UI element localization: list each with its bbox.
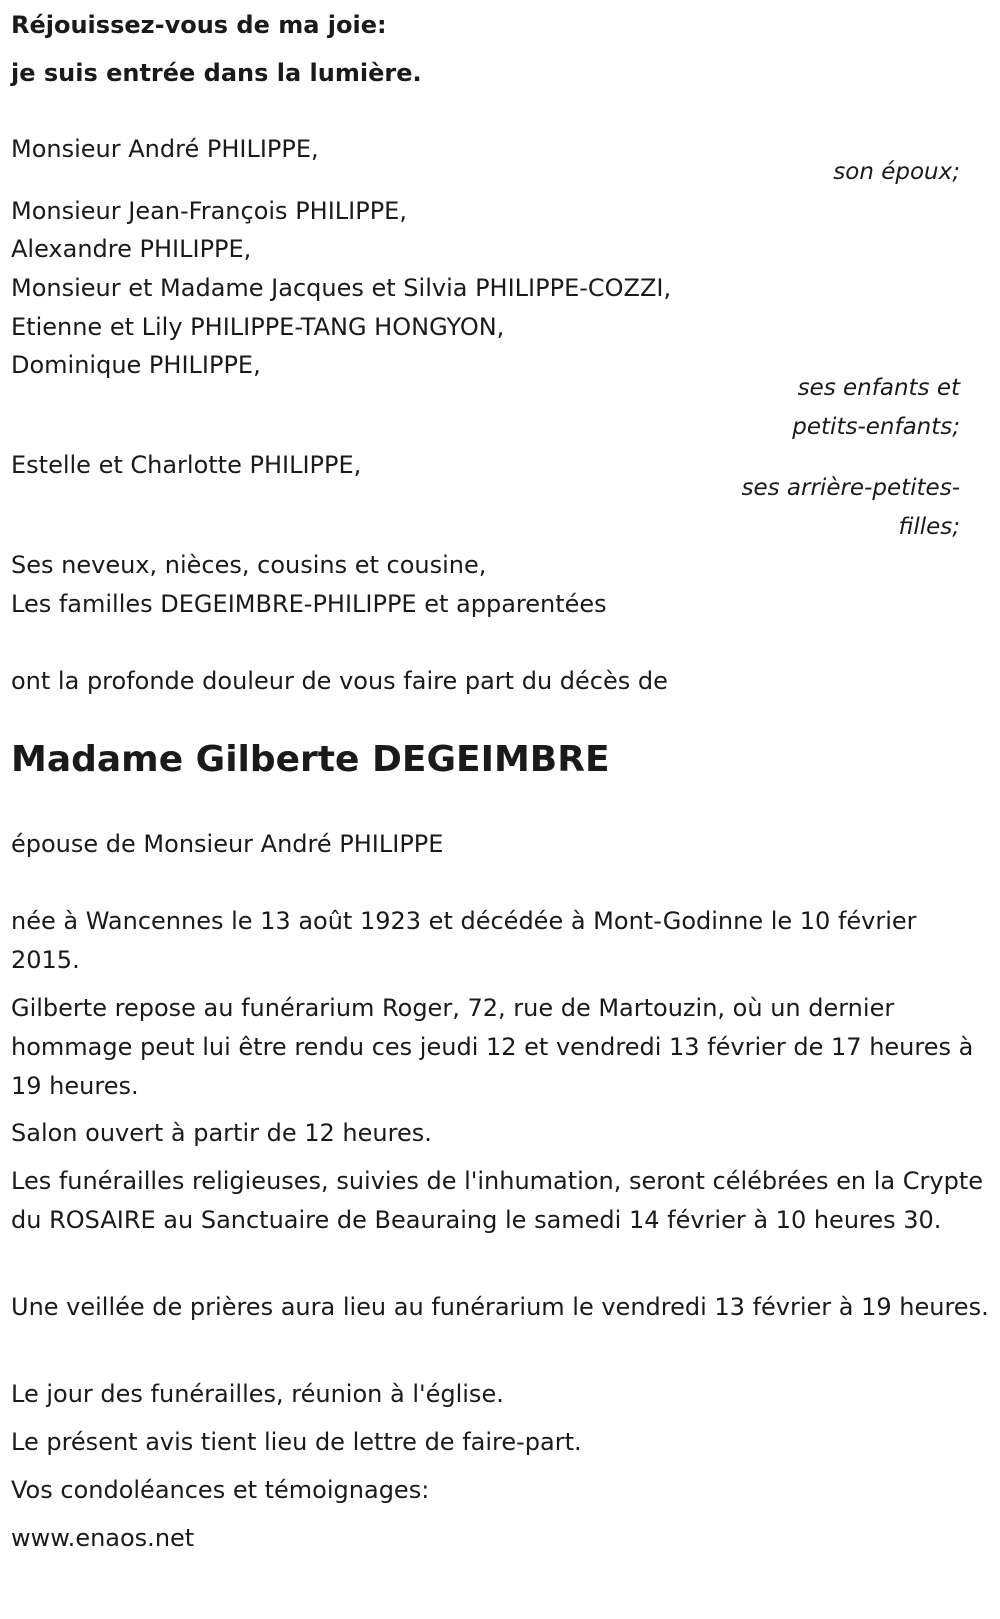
great-grandchildren-relation: filles;: [898, 514, 960, 540]
notice-paragraph: Le présent avis tient lieu de lettre de faire-part.: [11, 1428, 582, 1456]
deceased-name: Madame Gilberte DEGEIMBRE: [11, 739, 610, 780]
meeting-paragraph: Le jour des funérailles, réunion à l'église.: [11, 1380, 504, 1408]
funeral-home-paragraph: Gilberte repose au funérarium Roger, 72, rue de Martouzin, où un dernier hommage peut lui être rendu ces jeudi 12 et vendredi 13 février de 17 heures à 19 heures.: [11, 994, 974, 1100]
vigil-paragraph: Une veillée de prières aura lieu au funérarium le vendredi 13 février à 19 heures.: [11, 1293, 989, 1321]
intro-line-1: Réjouissez-vous de ma joie:: [11, 11, 387, 39]
announcement-text: ont la profonde douleur de vous faire part du décès de: [11, 667, 668, 695]
birth-death-paragraph: née à Wancennes le 13 août 1923 et décédée à Mont-Godinne le 10 février 2015.: [11, 907, 917, 974]
child-name: Monsieur Jean-François PHILIPPE,: [11, 197, 407, 225]
other-relatives: Les familles DEGEIMBRE-PHILIPPE et apparentées: [11, 590, 607, 618]
child-name: Monsieur et Madame Jacques et Silvia PHILIPPE-COZZI,: [11, 274, 672, 302]
other-relatives: Ses neveux, nièces, cousins et cousine,: [11, 551, 487, 579]
great-grandchildren-names: Estelle et Charlotte PHILIPPE,: [11, 451, 362, 479]
funeral-paragraph: Les funérailles religieuses, suivies de l'inhumation, seront célébrées en la Crypte du ROSAIRE au Sanctuaire de Beauraing le samedi 14 février à 10 heures 30.: [11, 1167, 983, 1234]
children-relation: ses enfants et: [797, 375, 960, 401]
spouse-name: Monsieur André PHILIPPE,: [11, 135, 319, 163]
deceased-spouse-of: épouse de Monsieur André PHILIPPE: [11, 830, 444, 858]
children-relation: petits-enfants;: [792, 414, 960, 440]
salon-paragraph: Salon ouvert à partir de 12 heures.: [11, 1119, 432, 1147]
child-name: Alexandre PHILIPPE,: [11, 235, 252, 263]
intro-line-2: je suis entrée dans la lumière.: [11, 59, 422, 87]
spouse-relation: son époux;: [833, 159, 960, 185]
child-name: Etienne et Lily PHILIPPE-TANG HONGYON,: [11, 313, 505, 341]
condolences-paragraph: Vos condoléances et témoignages:: [11, 1476, 430, 1504]
great-grandchildren-relation: ses arrière-petites-: [741, 475, 960, 501]
website-link[interactable]: www.enaos.net: [11, 1524, 195, 1552]
child-name: Dominique PHILIPPE,: [11, 351, 261, 379]
